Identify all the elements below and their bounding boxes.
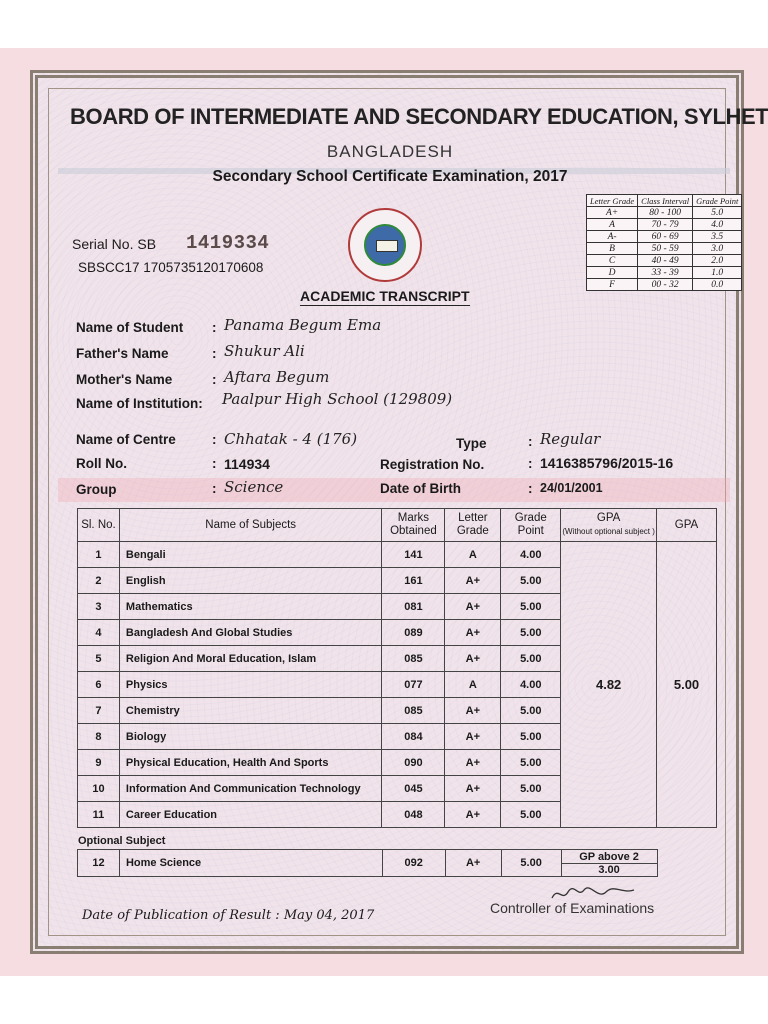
board-title: BOARD OF INTERMEDIATE AND SECONDARY EDUCATION, SYLHET bbox=[70, 104, 768, 129]
grade-letter: B bbox=[587, 243, 638, 255]
subject-name: Chemistry bbox=[119, 698, 382, 724]
header-gpa-without-optional bbox=[561, 509, 657, 542]
subject-name: Religion And Moral Education, Islam bbox=[119, 646, 382, 672]
mother-name-label: Mother's Name bbox=[76, 372, 173, 387]
subject-name: Physical Education, Health And Sports bbox=[119, 750, 382, 776]
letter-grade: A+ bbox=[445, 776, 501, 802]
student-name-value: Panama Begum Ema bbox=[224, 316, 382, 334]
subject-name: Home Science bbox=[119, 850, 382, 877]
grade-letter: F bbox=[587, 279, 638, 291]
mother-name-value: Aftara Begum bbox=[224, 368, 330, 386]
grade-letter: D bbox=[587, 267, 638, 279]
grade-interval: 33 - 39 bbox=[638, 267, 693, 279]
letter-grade: A+ bbox=[445, 724, 501, 750]
letter-grade: A+ bbox=[445, 568, 501, 594]
grade-interval: 80 - 100 bbox=[638, 207, 693, 219]
grade-scale-row bbox=[587, 207, 742, 219]
serial-label: Serial No. SB bbox=[72, 236, 157, 252]
subject-name: Information And Communication Technology bbox=[119, 776, 382, 802]
grade-point: 5.00 bbox=[501, 594, 561, 620]
marks: 141 bbox=[382, 542, 445, 568]
grade-scale-row bbox=[587, 267, 742, 279]
letter-grade: A+ bbox=[445, 620, 501, 646]
institution-value: Paalpur High School (129809) bbox=[222, 390, 453, 408]
subjects-table bbox=[77, 508, 717, 828]
gp-above-value: 3.00 bbox=[598, 863, 620, 876]
grade-scale-row bbox=[587, 231, 742, 243]
grade-point: 5.0 bbox=[693, 207, 742, 219]
colon: : bbox=[528, 434, 533, 449]
colon: : bbox=[528, 481, 533, 496]
dob-value: 24/01/2001 bbox=[540, 481, 603, 495]
header-grade-point: Grade Point bbox=[501, 509, 561, 542]
gp-above-label: GP above 2 bbox=[562, 851, 657, 864]
header-gpa: GPA bbox=[657, 509, 717, 542]
grade-scale-header-cell: Grade Point bbox=[693, 195, 742, 207]
sl-no: 3 bbox=[78, 594, 120, 620]
marks: 090 bbox=[382, 750, 445, 776]
grade-scale-table bbox=[586, 194, 742, 291]
marks: 092 bbox=[382, 850, 445, 877]
grade-point: 4.00 bbox=[501, 542, 561, 568]
centre-value: Chhatak - 4 (176) bbox=[224, 430, 358, 448]
grade-scale-header-cell: Letter Grade bbox=[587, 195, 638, 207]
grade-point: 4.0 bbox=[693, 219, 742, 231]
transcript-title: ACADEMIC TRANSCRIPT bbox=[300, 288, 470, 304]
table-row bbox=[78, 850, 718, 877]
sl-no: 11 bbox=[78, 802, 120, 828]
letter-grade: A+ bbox=[445, 750, 501, 776]
sl-no: 9 bbox=[78, 750, 120, 776]
exam-title: Secondary School Certificate Examination, 2017 bbox=[212, 168, 568, 185]
letter-grade: A+ bbox=[445, 646, 501, 672]
grade-point: 5.00 bbox=[501, 620, 561, 646]
gp-above-2 bbox=[561, 850, 657, 877]
gpa-value: 5.00 bbox=[657, 542, 717, 828]
seal-emblem-icon bbox=[364, 224, 406, 266]
marks: 085 bbox=[382, 646, 445, 672]
table-row bbox=[78, 542, 717, 568]
group-value: Science bbox=[224, 478, 284, 496]
grade-point: 5.00 bbox=[501, 646, 561, 672]
grade-point: 3.5 bbox=[693, 231, 742, 243]
grade-point: 0.0 bbox=[693, 279, 742, 291]
header-marks: Marks Obtained bbox=[382, 509, 445, 542]
grade-scale-header bbox=[587, 195, 742, 207]
type-value: Regular bbox=[540, 430, 601, 448]
controller-of-examinations: Controller of Examinations bbox=[490, 900, 655, 916]
colon: : bbox=[212, 320, 217, 335]
subject-name: Mathematics bbox=[119, 594, 382, 620]
sl-no: 5 bbox=[78, 646, 120, 672]
grade-point: 5.00 bbox=[501, 802, 561, 828]
grade-scale-header-cell: Class Interval bbox=[638, 195, 693, 207]
sl-no: 6 bbox=[78, 672, 120, 698]
sl-no: 1 bbox=[78, 542, 120, 568]
sl-no: 2 bbox=[78, 568, 120, 594]
letter-grade: A+ bbox=[445, 802, 501, 828]
marks: 048 bbox=[382, 802, 445, 828]
grade-point: 5.00 bbox=[501, 698, 561, 724]
book-icon bbox=[376, 240, 398, 252]
grade-scale-row bbox=[587, 243, 742, 255]
subject-name: Bengali bbox=[119, 542, 382, 568]
father-name-label: Father's Name bbox=[76, 346, 169, 361]
sl-no: 8 bbox=[78, 724, 120, 750]
letter-grade: A+ bbox=[445, 850, 501, 877]
subject-name: Physics bbox=[119, 672, 382, 698]
marks: 045 bbox=[382, 776, 445, 802]
marks: 089 bbox=[382, 620, 445, 646]
board-seal-logo bbox=[348, 208, 422, 282]
roll-value: 114934 bbox=[224, 456, 270, 472]
grade-scale-row bbox=[587, 219, 742, 231]
colon: : bbox=[212, 481, 217, 496]
letter-grade: A bbox=[445, 542, 501, 568]
centre-label: Name of Centre bbox=[76, 432, 176, 447]
header-letter-grade: Letter Grade bbox=[445, 509, 501, 542]
grade-letter: A- bbox=[587, 231, 638, 243]
marks: 084 bbox=[382, 724, 445, 750]
grade-letter: C bbox=[587, 255, 638, 267]
subject-name: Biology bbox=[119, 724, 382, 750]
grade-point: 5.00 bbox=[501, 724, 561, 750]
marks: 085 bbox=[382, 698, 445, 724]
optional-subject-label: Optional Subject bbox=[78, 835, 166, 847]
grade-interval: 70 - 79 bbox=[638, 219, 693, 231]
roll-label: Roll No. bbox=[76, 456, 127, 471]
grade-point: 5.00 bbox=[501, 568, 561, 594]
sl-no: 4 bbox=[78, 620, 120, 646]
letter-grade: A+ bbox=[445, 698, 501, 724]
optional-subject-table bbox=[77, 849, 717, 877]
registration-value: 1416385796/2015-16 bbox=[540, 455, 674, 471]
grade-point: 4.00 bbox=[501, 672, 561, 698]
institution-label: Name of Institution: bbox=[76, 396, 203, 411]
grade-letter: A+ bbox=[587, 207, 638, 219]
serial-code: SBSCC17 1705735120170608 bbox=[78, 260, 264, 275]
subject-name: English bbox=[119, 568, 382, 594]
student-name-label: Name of Student bbox=[76, 320, 184, 335]
grade-point: 2.0 bbox=[693, 255, 742, 267]
empty-cell bbox=[657, 850, 717, 877]
colon: : bbox=[212, 372, 217, 387]
grade-point: 1.0 bbox=[693, 267, 742, 279]
header-gpa-note: (Without optional subject ) bbox=[562, 527, 655, 536]
grade-interval: 60 - 69 bbox=[638, 231, 693, 243]
header-gpa-label: GPA bbox=[596, 512, 621, 524]
grade-scale-row bbox=[587, 255, 742, 267]
colon: : bbox=[212, 432, 217, 447]
grade-letter: A bbox=[587, 219, 638, 231]
gpa-without-optional-value: 4.82 bbox=[561, 542, 657, 828]
registration-label: Registration No. bbox=[380, 457, 485, 472]
header-sl: Sl. No. bbox=[78, 509, 120, 542]
sl-no: 10 bbox=[78, 776, 120, 802]
colon: : bbox=[528, 456, 533, 471]
marks: 081 bbox=[382, 594, 445, 620]
letter-grade: A bbox=[445, 672, 501, 698]
header-subject: Name of Subjects bbox=[119, 509, 382, 542]
grade-scale-row bbox=[587, 279, 742, 291]
sl-no: 7 bbox=[78, 698, 120, 724]
father-name-value: Shukur Ali bbox=[224, 342, 305, 360]
grade-point: 5.00 bbox=[501, 750, 561, 776]
subject-name: Career Education bbox=[119, 802, 382, 828]
dob-label: Date of Birth bbox=[380, 481, 461, 496]
letter-grade: A+ bbox=[445, 594, 501, 620]
group-label: Group bbox=[76, 482, 117, 497]
subjects-header-row bbox=[78, 509, 717, 542]
type-label: Type bbox=[456, 436, 487, 451]
serial-number: 1419334 bbox=[186, 232, 270, 254]
marks: 161 bbox=[382, 568, 445, 594]
subject-name: Bangladesh And Global Studies bbox=[119, 620, 382, 646]
publication-date: Date of Publication of Result : May 04, 2017 bbox=[82, 908, 375, 923]
grade-interval: 00 - 32 bbox=[638, 279, 693, 291]
grade-point: 5.00 bbox=[501, 776, 561, 802]
grade-interval: 50 - 59 bbox=[638, 243, 693, 255]
grade-point: 5.00 bbox=[501, 850, 561, 877]
grade-point: 3.0 bbox=[693, 243, 742, 255]
marks: 077 bbox=[382, 672, 445, 698]
colon: : bbox=[212, 346, 217, 361]
grade-interval: 40 - 49 bbox=[638, 255, 693, 267]
country-name: BANGLADESH bbox=[326, 142, 454, 161]
sl-no: 12 bbox=[78, 850, 120, 877]
colon: : bbox=[212, 456, 217, 471]
